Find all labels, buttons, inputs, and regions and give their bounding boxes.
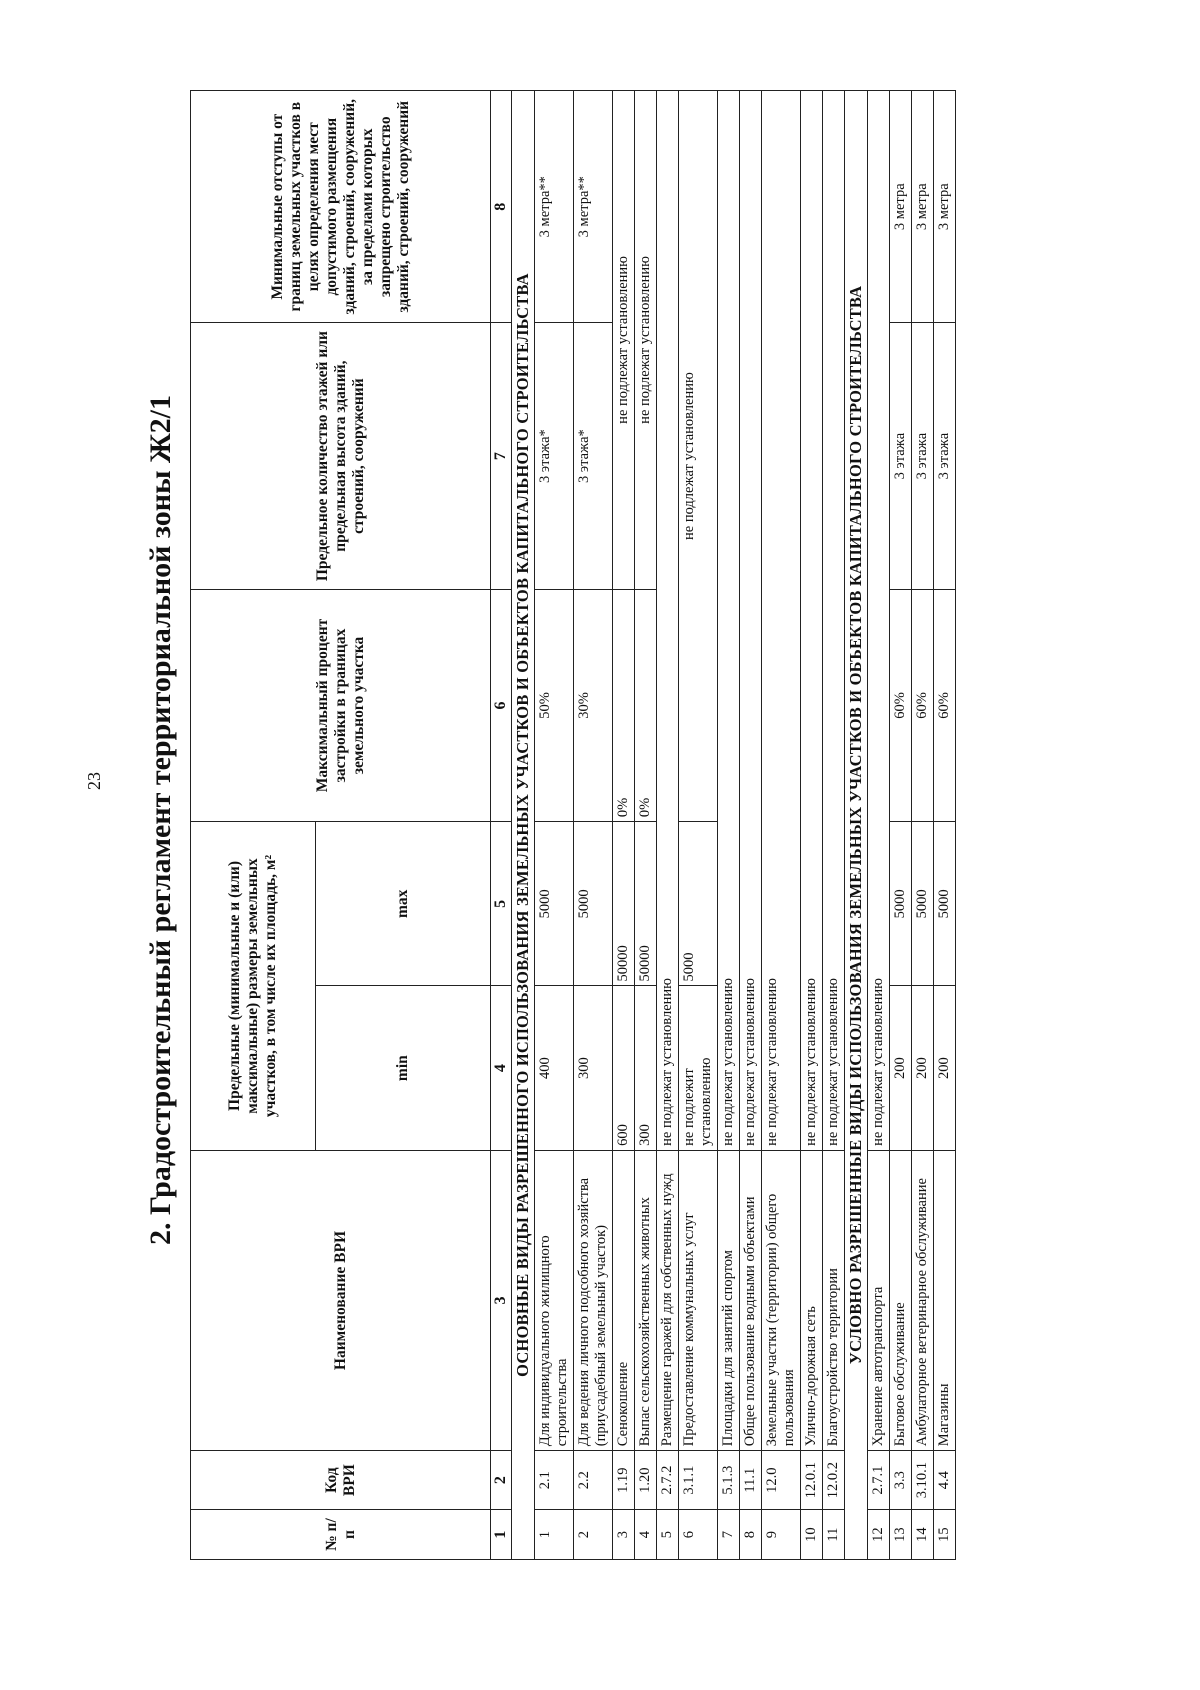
row-no: 4 [635, 1510, 657, 1560]
row-no: 10 [801, 1510, 823, 1560]
table-row [679, 91, 718, 1560]
section-main-title: ОСНОВНЫЕ ВИДЫ РАЗРЕШЕННОГО ИСПОЛЬЗОВАНИЯ ЗЕМЕЛЬНЫХ УЧАСТКОВ И ОБЪЕКТОВ КАПИТАЛЬНОГО СТРОИТЕЛЬСТВА [512, 91, 535, 1560]
row-code: 2.1 [535, 1451, 574, 1510]
row-max: 50000 [635, 822, 657, 986]
row-min: 300 [635, 986, 657, 1150]
table-row [801, 91, 823, 1560]
row-percent: 0% [613, 589, 635, 821]
colnum: 4 [491, 986, 512, 1150]
row-name: Для индивидуального жилищного строительства [535, 1150, 574, 1450]
row-max: 5000 [574, 822, 613, 986]
row-no: 14 [912, 1510, 934, 1560]
row-no: 3 [613, 1510, 635, 1560]
row-floors: 3 этажа [890, 323, 912, 589]
row-floors: 3 этажа* [535, 323, 574, 589]
row-min: 600 [613, 986, 635, 1150]
row-min: 300 [574, 986, 613, 1150]
header-floors: Предельное количество этажей или предельная высота зданий, строений, сооружений [191, 323, 491, 589]
header-row [191, 91, 316, 1560]
row-code: 4.4 [934, 1451, 956, 1510]
row-span: не подлежат установлению [718, 91, 740, 1151]
header-max-percent: Максимальный процент застройки в границах земельного участка [191, 589, 491, 821]
row-code: 1.19 [613, 1451, 635, 1510]
row-floors-setback: не подлежат установлению [635, 91, 657, 590]
row-name: Хранение автотранспорта [868, 1150, 890, 1450]
colnum: 6 [491, 589, 512, 821]
row-max: 5000 [912, 822, 934, 986]
row-name: Земельные участки (территории) общего пользования [762, 1150, 801, 1450]
row-code: 12.0.2 [823, 1451, 845, 1510]
header-name: Наименование ВРИ [191, 1150, 491, 1450]
row-name: Сенокошение [613, 1150, 635, 1450]
row-min: 200 [912, 986, 934, 1150]
table-row [635, 91, 657, 1560]
row-min: 400 [535, 986, 574, 1150]
row-max: 5000 [890, 822, 912, 986]
section-conditional-title: УСЛОВНО РАЗРЕШЕННЫЕ ВИДЫ ИСПОЛЬЗОВАНИЯ ЗЕМЕЛЬНЫХ УЧАСТКОВ И ОБЪЕКТОВ КАПИТАЛЬНОГО СТРОИТЕЛЬСТВА [845, 91, 868, 1560]
row-name: Благоустройство территории [823, 1150, 845, 1450]
row-code: 3.10.1 [912, 1451, 934, 1510]
row-no: 6 [679, 1510, 718, 1560]
rotated-page [120, 80, 1180, 1560]
row-code: 1.20 [635, 1451, 657, 1510]
header-code: Код ВРИ [191, 1451, 491, 1510]
row-name: Улично-дорожная сеть [801, 1150, 823, 1450]
table-row [890, 91, 912, 1560]
row-name: Общее пользование водными объектами [740, 1150, 762, 1450]
header-setbacks: Минимальные отступы от границ земельных участков в целях определения мест допустимого размещения зданий, строений, сооружений, за пределами которых запрещено строительство зданий, строений, сооружений [191, 91, 491, 323]
row-code: 11.1 [740, 1451, 762, 1510]
row-rest: не подлежат установлению [679, 91, 718, 822]
row-span: не подлежат установлению [657, 91, 679, 1151]
row-max: 5000 [934, 822, 956, 986]
row-no: 11 [823, 1510, 845, 1560]
row-floors: 3 этажа* [574, 323, 613, 589]
row-no: 12 [868, 1510, 890, 1560]
row-name: Предоставление коммунальных услуг [679, 1150, 718, 1450]
header-min: min [316, 986, 491, 1150]
column-numbers-row [491, 91, 512, 1560]
regulation-table [190, 90, 956, 1560]
colnum: 1 [491, 1510, 512, 1560]
table-row [823, 91, 845, 1560]
row-code: 12.0 [762, 1451, 801, 1510]
row-name: Магазины [934, 1150, 956, 1450]
row-percent: 0% [635, 589, 657, 821]
row-span: не подлежат установлению [801, 91, 823, 1151]
header-sizes: Предельные (минимальные и (или) максимальные) размеры земельных участков, в том числе их площадь, м² [191, 822, 316, 1151]
row-setback: 3 метра** [535, 91, 574, 323]
row-span: не подлежат установлению [740, 91, 762, 1151]
row-max: 50000 [613, 822, 635, 986]
row-code: 3.1.1 [679, 1451, 718, 1510]
row-setback: 3 метра** [574, 91, 613, 323]
colnum: 7 [491, 323, 512, 589]
section-row-conditional [845, 91, 868, 1560]
row-setback: 3 метра [890, 91, 912, 323]
header-max: max [316, 822, 491, 986]
row-percent: 60% [890, 589, 912, 821]
row-min: не подлежит установлению [679, 986, 718, 1150]
row-percent: 60% [934, 589, 956, 821]
row-code: 2.2 [574, 1451, 613, 1510]
row-percent: 50% [535, 589, 574, 821]
row-floors-setback: не подлежат установлению [613, 91, 635, 590]
header-no: № п/п [191, 1510, 491, 1560]
table-row [535, 91, 574, 1560]
row-setback: 3 метра [934, 91, 956, 323]
row-code: 2.7.2 [657, 1451, 679, 1510]
row-no: 5 [657, 1510, 679, 1560]
row-no: 13 [890, 1510, 912, 1560]
row-no: 7 [718, 1510, 740, 1560]
table-row [574, 91, 613, 1560]
table-row [740, 91, 762, 1560]
row-name: Размещение гаражей для собственных нужд [657, 1150, 679, 1450]
row-span: не подлежат установлению [823, 91, 845, 1151]
table-row [912, 91, 934, 1560]
table-row [934, 91, 956, 1560]
row-code: 3.3 [890, 1451, 912, 1510]
colnum: 3 [491, 1150, 512, 1450]
row-code: 12.0.1 [801, 1451, 823, 1510]
row-max: 5000 [679, 822, 718, 986]
row-name: Амбулаторное ветеринарное обслуживание [912, 1150, 934, 1450]
row-span: не подлежат установлению [762, 91, 801, 1151]
colnum: 2 [491, 1451, 512, 1510]
table-row [657, 91, 679, 1560]
table-row [762, 91, 801, 1560]
row-percent: 30% [574, 589, 613, 821]
row-percent: 60% [912, 589, 934, 821]
row-name: Бытовое обслуживание [890, 1150, 912, 1450]
row-max: 5000 [535, 822, 574, 986]
table-row [718, 91, 740, 1560]
section-title: 2. Градостроительный регламент территориальной зоны Ж2/1 [144, 394, 177, 1246]
row-code: 5.1.3 [718, 1451, 740, 1510]
page-number: 23 [84, 772, 104, 790]
section-row-main [512, 91, 535, 1560]
row-no: 8 [740, 1510, 762, 1560]
row-min: 200 [934, 986, 956, 1150]
colnum: 5 [491, 822, 512, 986]
table-row [868, 91, 890, 1560]
row-name: Выпас сельскохозяйственных животных [635, 1150, 657, 1450]
row-setback: 3 метра [912, 91, 934, 323]
row-no: 9 [762, 1510, 801, 1560]
row-code: 2.7.1 [868, 1451, 890, 1510]
row-floors: 3 этажа [912, 323, 934, 589]
row-floors: 3 этажа [934, 323, 956, 589]
colnum: 8 [491, 91, 512, 323]
row-span: не подлежат установлению [868, 91, 890, 1151]
row-no: 1 [535, 1510, 574, 1560]
row-no: 15 [934, 1510, 956, 1560]
table-row [613, 91, 635, 1560]
row-min: 200 [890, 986, 912, 1150]
row-name: Площадки для занятий спортом [718, 1150, 740, 1450]
row-name: Для ведения личного подсобного хозяйства (приусадебный земельный участок) [574, 1150, 613, 1450]
row-no: 2 [574, 1510, 613, 1560]
